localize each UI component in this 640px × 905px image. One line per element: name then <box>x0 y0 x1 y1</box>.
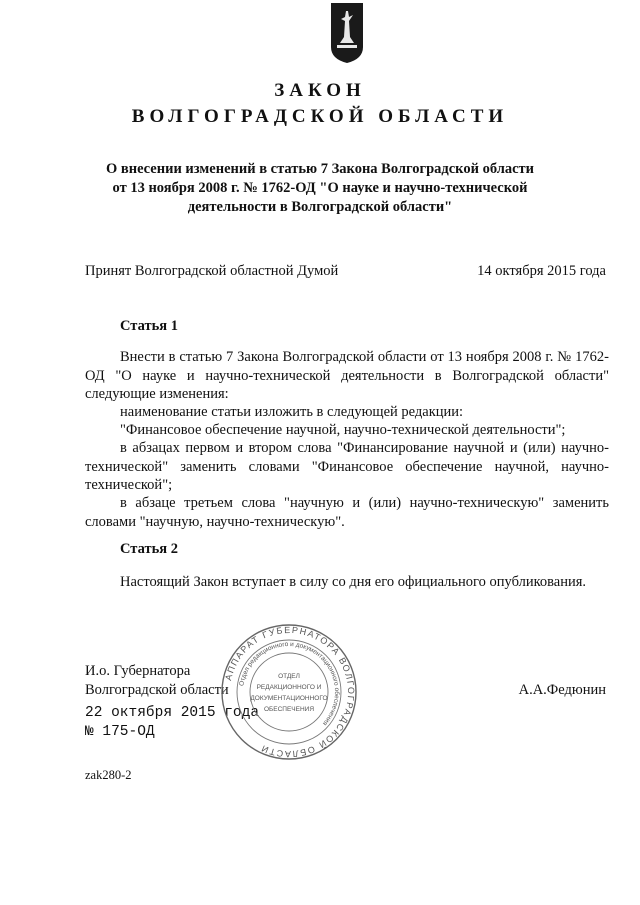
adopted-by: Принят Волгоградской областной Думой <box>85 263 339 279</box>
stamp-center-line: ДОКУМЕНТАЦИОННОГО <box>250 695 328 702</box>
document-code: zak280-2 <box>85 768 132 782</box>
signatory-position: И.о. Губернатора <box>85 663 191 679</box>
law-heading: ЗАКОН <box>274 80 366 101</box>
article-2-title: Статья 2 <box>120 541 178 557</box>
stamp-center-line: РЕДАКЦИОННОГО И <box>256 684 322 691</box>
subject-line: О внесении изменений в статью 7 Закона Волгоградской области <box>105 161 535 177</box>
law-subject <box>90 160 550 217</box>
volgograd-emblem-icon <box>331 3 363 63</box>
signing-date: 22 октября 2015 года <box>85 705 260 721</box>
official-stamp <box>220 623 358 761</box>
signatory-region: Волгоградской области <box>85 682 229 698</box>
signatory-name: А.А.Федюнин <box>518 682 606 698</box>
stamp-center-line: ОБЕСПЕЧЕНИЯ <box>263 706 315 713</box>
article-1-intro: Внести в статью 7 Закона Волгоградской области от 13 ноября 2008 г. № 1762-ОД "О науке и научно-технической деятельности в Волгоградской области" следующие изменения: <box>85 349 609 402</box>
adopted-date: 14 октября 2015 года <box>477 263 606 279</box>
stamp-outer-text: АППАРАТ ГУБЕРНАТОРА ВОЛГОГРАДСКОЙ ОБЛАСТИ <box>223 624 357 760</box>
subject-line: деятельности в Волгоградской области" <box>187 199 453 215</box>
article-1-item-text: "Финансовое обеспечение научной, научно-технической деятельности"; <box>120 422 566 438</box>
article-1-title: Статья 1 <box>120 318 178 334</box>
article-1-item: в абзацах первом и втором слова "Финансирование научной и (или) научно-технической" заменить словами "Финансовое обеспечение научной, научно-технической"; <box>85 440 609 493</box>
article-1-item: наименование статьи изложить в следующей редакции: <box>120 404 464 420</box>
law-number: № 175-ОД <box>85 724 155 740</box>
stamp-ring-text: Отдел редакционного и документационного обеспечения <box>238 640 341 727</box>
article-2-text: Настоящий Закон вступает в силу со дня его официального опубликования. <box>120 574 587 590</box>
subject-line: от 13 ноября 2008 г. № 1762-ОД "О науке и научно-технической <box>112 180 528 196</box>
region-heading: ВОЛГОГРАДСКОЙ ОБЛАСТИ <box>131 106 509 127</box>
article-1-item: в абзаце третьем слова "научную и (или) научно-техническую" заменить словами "научную, научно-техническую". <box>85 495 609 530</box>
stamp-center-line: ОТДЕЛ <box>278 673 300 680</box>
